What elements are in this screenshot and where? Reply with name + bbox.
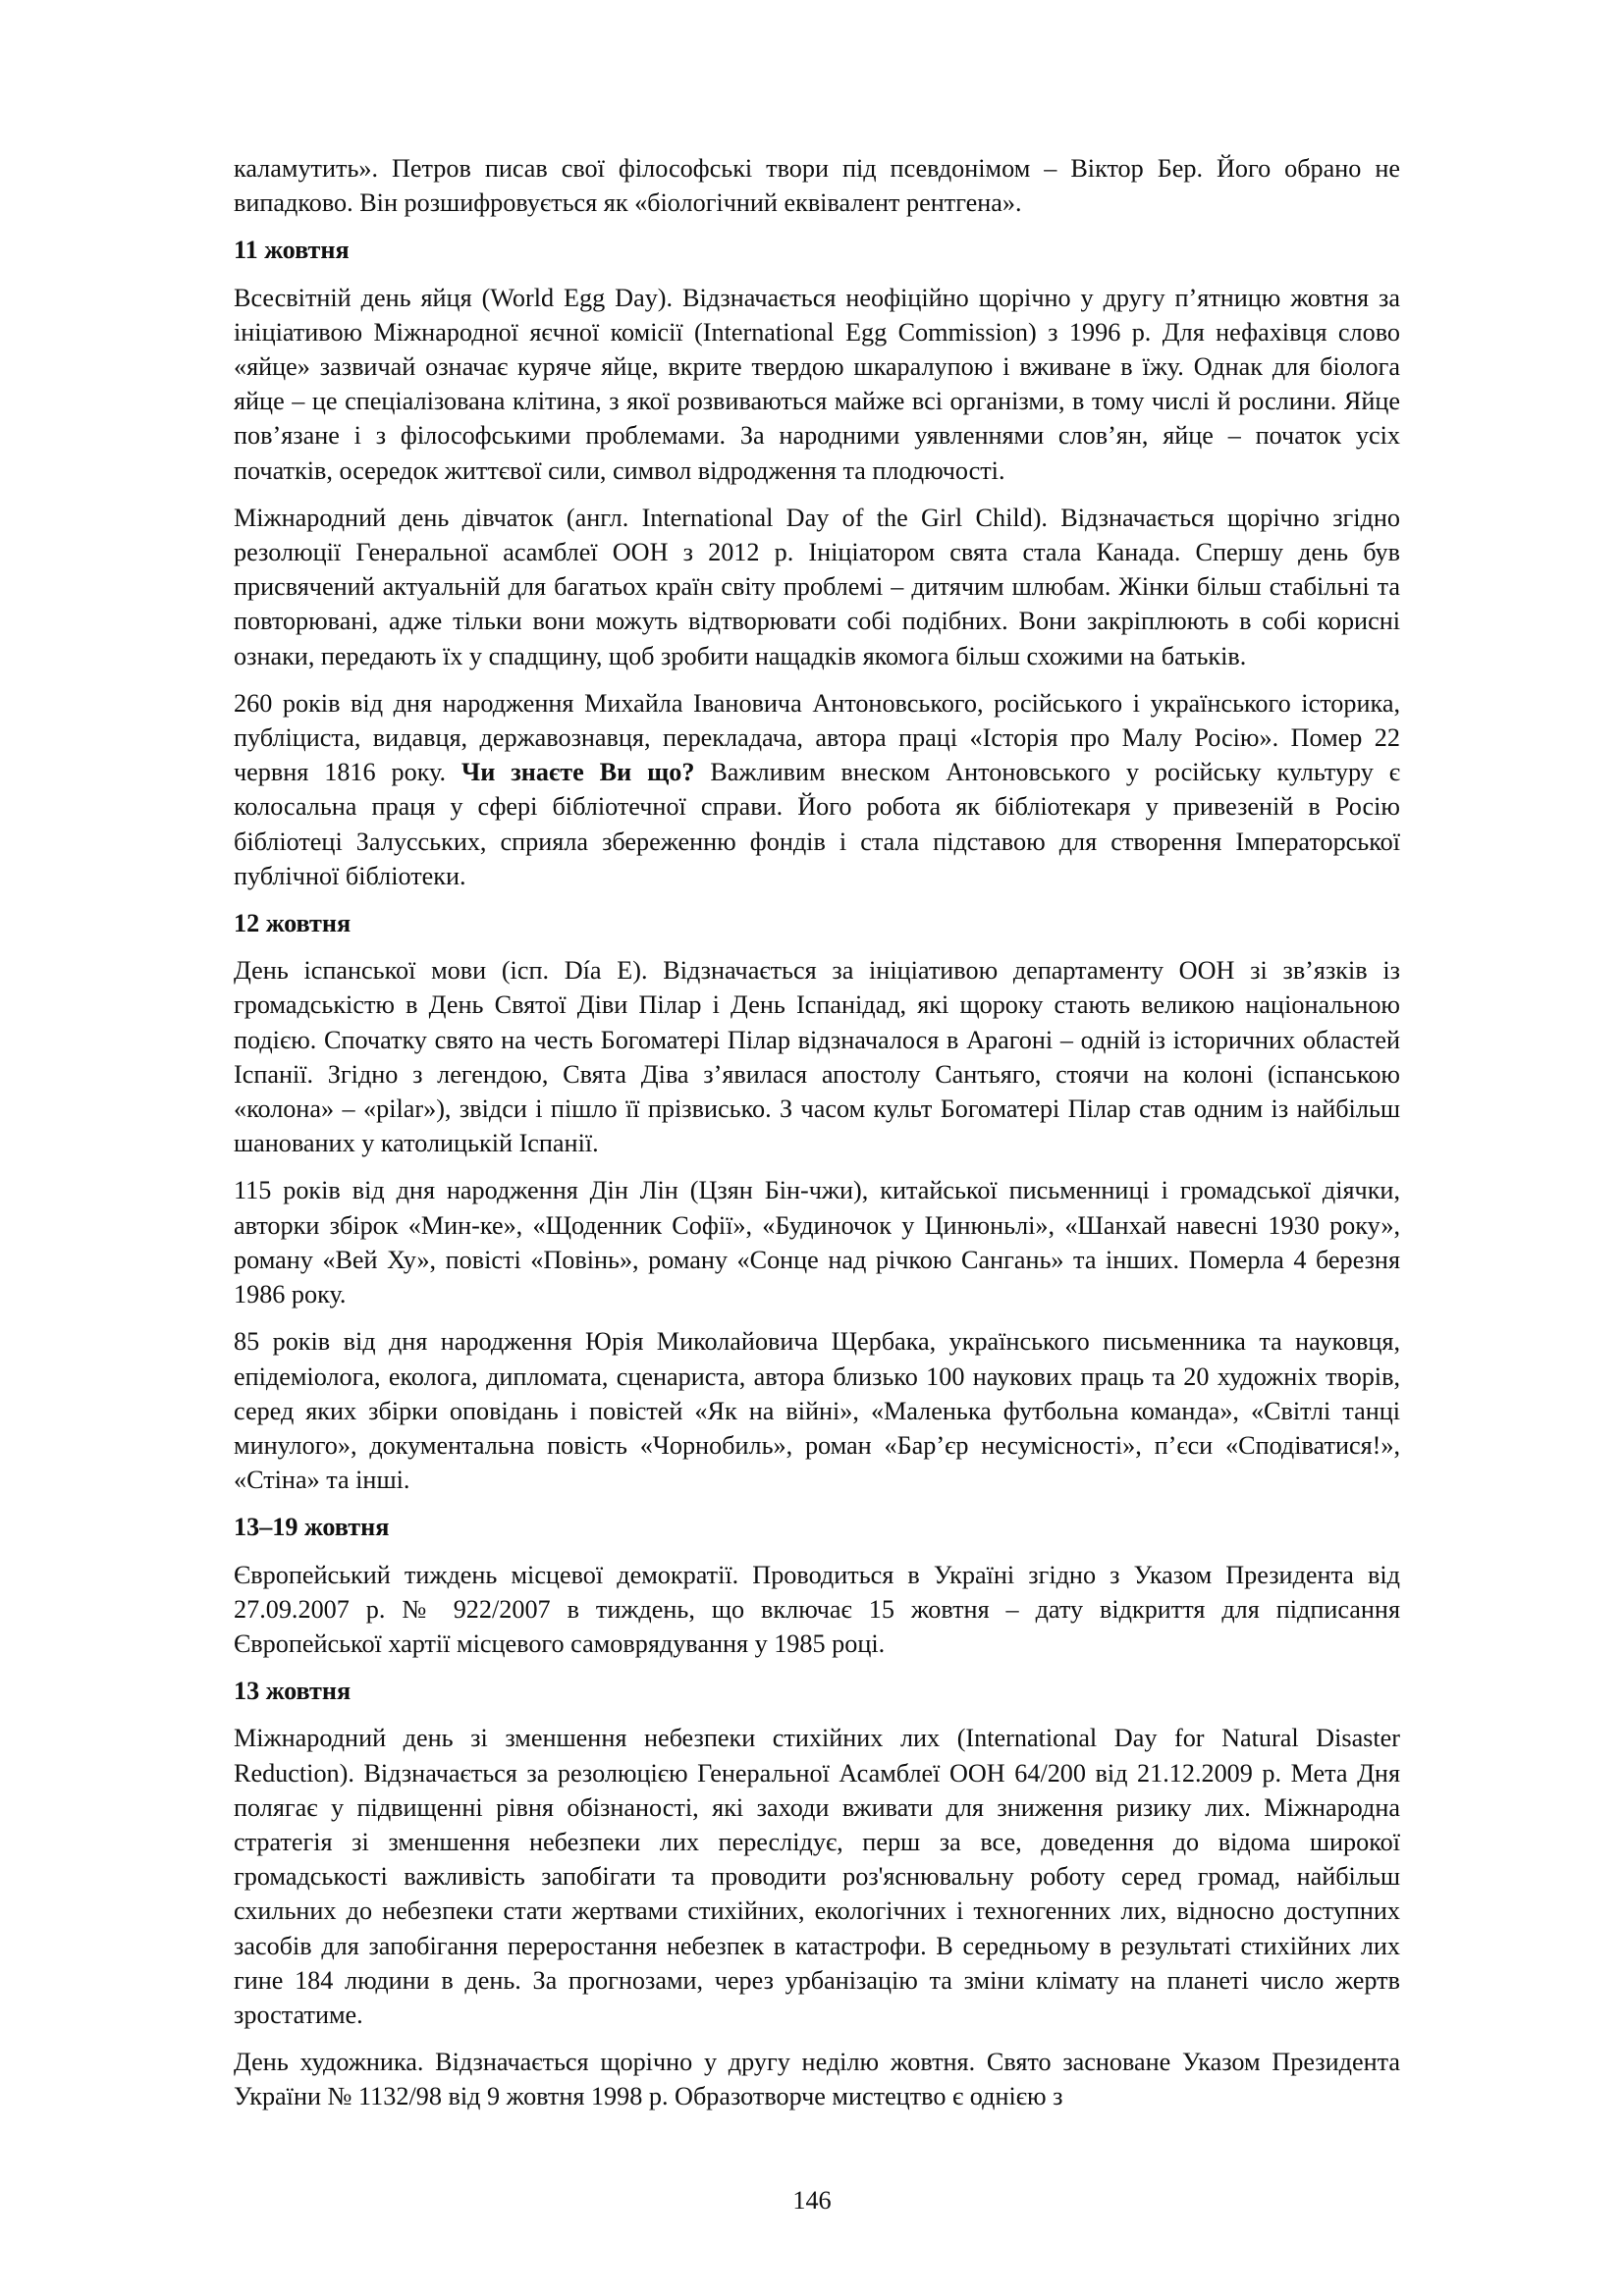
paragraph-disaster-reduction-day: Міжнародний день зі зменшення небезпеки стихійних лих (International Day for Natural Disaster Reduction). Відзначається за резолюцією Генеральної Асамблеї ООН 64/200 від 21.12.2009 р. Мета Дня полягає у підвищенні рівня обізнаності, які заходи вживати для зниження ризику лих. Міжнародна стратегія зі зменшення небезпеки лих переслідує, перш за все, доведення до відома широкої громадськості важливість запобігати та проводити роз'яснювальну роботу серед громад, найбільш схильних до небезпеки стати жертвами стихійних, екологічних і техногенних лих, відносно доступних засобів для запобігання переростання небезпек в катастрофи. В середньому в результаті стихійних лих гине 184 людини в день. За прогнозами, через урбанізацію та зміни клімату на планеті число жертв зростатиме.: [234, 1724, 1400, 2029]
paragraph-world-egg-day: Всесвітній день яйця (World Egg Day). Відзначається неофіційно щорічно у другу п’ятницю жовтня за ініціативою Міжнародної яєчної комісії (International Egg Commission) з 1996 р. Для нефахівця слово «яйце» зазвичай означає куряче яйце, вкрите твердою шкаралупою і вживане в їжу. Однак для біолога яйце – це спеціалізована клітина, з якої розвиваються майже всі організми, в тому числі й рослини. Яйце пов’язане і з філософськими проблемами. За народними уявленнями слов’ян, яйце – початок усіх початків, осередок життєвої сили, символ відродження та плодючості.: [234, 283, 1400, 485]
date-heading-oct-13-19: 13–19 жовтня: [234, 1513, 390, 1542]
paragraph-artist-day: День художника. Відзначається щорічно у другу неділю жовтня. Свято засноване Указом Президента України № 1132/98 від 9 жовтня 1998 р. Образотворче мистецтво є однією з: [234, 2048, 1400, 2111]
paragraph-local-democracy-week: Європейський тиждень місцевої демократії. Проводиться в Україні згідно з Указом Президента від 27.09.2007 р. № 922/2007 в тиждень, що включає 15 жовтня – дату відкриття для підписання Європейської хартії місцевого самоврядування у 1985 році.: [234, 1560, 1400, 1658]
paragraph-continuation: каламутить». Петров писав свої філософські твори під псевдонімом – Віктор Бер. Його обрано не випадково. Він розшифровується як «біологічний еквівалент рентгена».: [234, 154, 1400, 218]
paragraph-day-of-girl-child: Міжнародний день дівчаток (англ. International Day of the Girl Child). Відзначається щорічно згідно резолюції Генеральної асамблеї ООН з 2012 р. Ініціатором свята стала Канада. Спершу день був присвячений актуальній для багатьох країн світу проблемі – дитячим шлюбам. Жінки більш стабільні та повторювані, адже тільки вони можуть відтворювати собі подібних. Вони закріплюють в собі корисні ознаки, передають їх у спадщину, щоб зробити нащадків якомога більш схожими на батьків.: [234, 503, 1400, 670]
page-body: [234, 151, 1400, 2127]
date-heading-oct-13: 13 жовтня: [234, 1677, 352, 1706]
paragraph-spanish-language-day: День іспанської мови (ісп. Día E). Відзначається за ініціативою департаменту ООН зі зв’язків із громадськістю в День Святої Діви Пілар і День Іспанідад, які щороку стають великою національною подією. Спочатку свято на честь Богоматері Пілар відзначалося в Арагоні – одній із історичних областей Іспанії. Згідно з легендою, Свята Діва з’явилася апостолу Сантьяго, стоячи на колоні (іспанською «колона» – «pilar»), звідси і пішло її прізвисько. З часом культ Богоматері Пілар став одним із найбільш шанованих у католицькій Іспанії.: [234, 956, 1400, 1158]
paragraph-antonovsky: [234, 686, 1400, 893]
paragraph-shcherbak: 85 років від дня народження Юрія Миколайовича Щербака, українського письменника та науковця, епідеміолога, еколога, дипломата, сценариста, автора близько 100 наукових праць та 20 художніх творів, серед яких збірки оповідань і повістей «Як на війні», «Маленька футбольна команда», «Світлі танці минулого», документальна повість «Чорнобиль», роман «Бар’єр несумісності», п’єси «Сподіватися!», «Стіна» та інші.: [234, 1327, 1400, 1495]
page-number: 146: [792, 2186, 832, 2215]
date-heading-oct-12: 12 жовтня: [234, 909, 352, 938]
did-you-know-label: Чи знаєте Ви що?: [461, 758, 695, 787]
paragraph-ding-ling: 115 років від дня народження Дін Лін (Цзян Бін-чжи), китайської письменниці і громадської діячки, авторки збірок «Мин-ке», «Щоденник Софії», «Будиночок у Цинюньлі», «Шанхай навесні 1930 року», роману «Вей Ху», повісті «Повінь», роману «Сонце над річкою Сангань» та інших. Померла 4 березня 1986 року.: [234, 1176, 1400, 1309]
paragraph-antonovsky-part1: 260 років від дня народження Михайла Івановича Антоновського, російського і українського історика, публіциста, видавця, державознавця, перекладача, автора праці «Історія про Малу Росію». Помер 22 червня 1816 року.: [234, 688, 1400, 787]
date-heading-oct-11: 11 жовтня: [234, 236, 350, 265]
paragraph-antonovsky-part2: Важливим внеском Антоновського у російську культуру є колосальна праця у сфері бібліотечної справи. Його робота як бібліотекаря у привезеній в Росію бібліотеці Залусських, сприяла збереженню фондів і стала підставою для створення Імператорської публічної бібліотеки.: [234, 758, 1401, 890]
